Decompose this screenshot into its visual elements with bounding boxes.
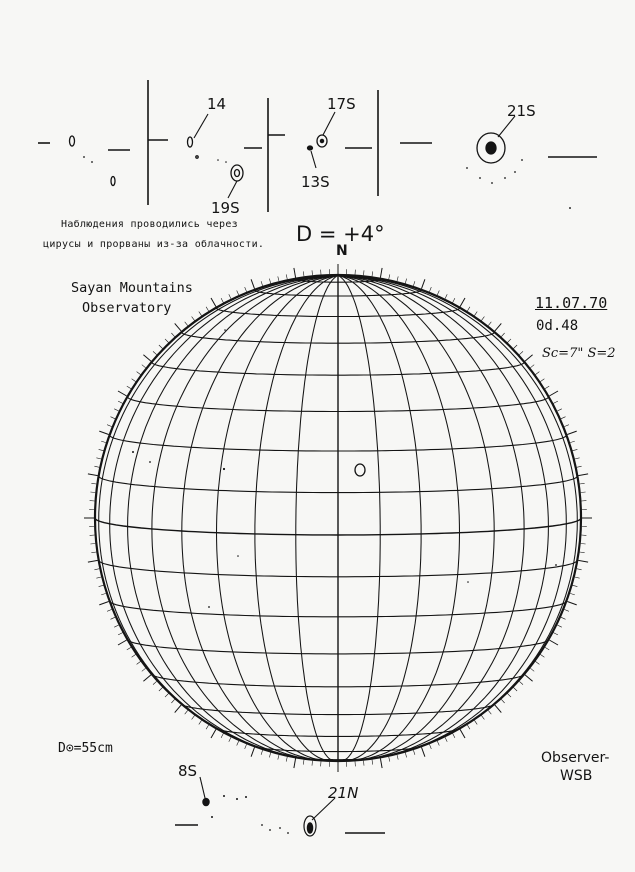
limb-tick [540, 379, 544, 382]
limb-tick [474, 312, 477, 316]
limb-tick [142, 365, 146, 368]
limb-tick [269, 279, 270, 284]
label-group-19s: 19S [211, 199, 240, 217]
observation-time: 0d.48 [536, 318, 579, 334]
limb-tick [573, 585, 578, 586]
limb-tick [514, 688, 518, 692]
observer-line2: WSB [560, 768, 593, 784]
limb-tick [564, 609, 569, 611]
limb-tick [553, 401, 558, 403]
limb-tick [514, 345, 518, 349]
declination-label: D = +4° [296, 222, 385, 246]
limb-tick [519, 681, 523, 684]
limb-tick [575, 458, 580, 459]
limb-tick [445, 737, 447, 742]
limb-tick [114, 625, 119, 627]
limb-tick [549, 640, 558, 645]
limb-tick [303, 760, 304, 765]
limb-tick [88, 474, 98, 476]
limb-tick [561, 417, 566, 419]
longitude-line [217, 276, 339, 761]
limb-tick [294, 758, 296, 768]
limb-tick [312, 761, 313, 766]
limb-tick [192, 715, 195, 719]
limb-tick [118, 401, 123, 403]
limb-tick [575, 577, 580, 578]
limb-tick [535, 661, 539, 664]
limb-tick [171, 699, 174, 703]
observation-date: 11.07.70 [535, 294, 608, 312]
limb-tick [567, 431, 576, 434]
limb-tick [561, 617, 566, 619]
seeing-conditions: Sc=7" S=2 [542, 346, 616, 361]
limb-tick [422, 747, 425, 756]
limb-tick [251, 279, 254, 288]
limb-tick [211, 298, 216, 307]
limb-tick [467, 307, 470, 311]
limb-tick [132, 654, 136, 657]
limb-tick [453, 733, 455, 738]
limb-tick [143, 675, 151, 682]
limb-tick [474, 720, 477, 724]
label-group-8s: 8S [178, 762, 198, 780]
limb-tick [199, 720, 202, 724]
limb-tick [389, 757, 390, 762]
spot-outline [70, 136, 75, 146]
limb-tick [577, 466, 582, 467]
limb-tick [229, 294, 231, 299]
limb-tick [245, 287, 247, 292]
limb-tick [481, 317, 484, 321]
longitude-line [338, 276, 494, 761]
limb-tick [91, 552, 96, 553]
limb-tick [90, 492, 95, 493]
limb-tick [137, 661, 141, 664]
limb-tick [99, 585, 104, 586]
limb-tick [364, 761, 365, 766]
observer-line1: Observer- [541, 750, 610, 766]
limb-tick [294, 268, 296, 278]
limb-tick [137, 372, 141, 375]
limb-tick [175, 705, 182, 713]
limb-tick [495, 705, 502, 713]
limb-tick [397, 755, 398, 760]
limb-tick [495, 323, 502, 331]
observatory-name-line1: Sayan Mountains [71, 280, 193, 296]
longitude-line [338, 276, 421, 761]
limb-tick [153, 681, 157, 684]
limb-tick [545, 647, 549, 650]
longitude-line [99, 276, 338, 744]
top-strip-separators [38, 80, 597, 212]
limb-tick [221, 733, 223, 738]
limb-tick [118, 640, 127, 645]
limb-tick [429, 744, 431, 749]
limb-tick [481, 715, 484, 719]
limb-tick [159, 688, 163, 692]
limb-tick [94, 569, 99, 570]
limb-tick [111, 617, 116, 619]
spot-outline [231, 165, 243, 181]
limb-tick [192, 317, 195, 321]
limb-tick [581, 544, 586, 545]
limb-tick [564, 425, 569, 427]
limb-tick [312, 270, 313, 275]
limb-tick [237, 291, 239, 296]
limb-tick [118, 633, 123, 635]
limb-tick [107, 609, 112, 611]
limb-tick [206, 725, 209, 729]
limb-tick [175, 323, 182, 331]
limb-tick [111, 417, 116, 419]
limb-tick [545, 386, 549, 389]
label-group-21s: 21S [507, 102, 536, 120]
limb-tick [453, 298, 455, 303]
limb-tick [107, 425, 112, 427]
limb-tick [286, 274, 287, 279]
limb-tick [165, 339, 169, 343]
limb-tick [488, 710, 491, 714]
label-group-13s: 13S [301, 173, 330, 191]
limb-tick [530, 668, 534, 671]
limb-tick [553, 633, 558, 635]
limb-tick [99, 602, 108, 605]
observatory-name-line2: Observatory [82, 300, 172, 316]
limb-tick [540, 654, 544, 657]
label-group-17s: 17S [327, 95, 356, 113]
limb-tick [269, 753, 270, 758]
limb-tick [405, 753, 406, 758]
limb-tick [171, 333, 174, 337]
limb-tick [245, 744, 247, 749]
limb-tick [229, 737, 231, 742]
limb-tick [251, 747, 254, 756]
limb-tick [278, 276, 279, 281]
limb-tick [153, 351, 157, 354]
limb-tick [397, 276, 398, 281]
limb-tick [88, 560, 98, 562]
limb-tick [185, 322, 188, 326]
limb-tick [380, 268, 382, 278]
limb-tick [237, 741, 239, 746]
limb-tick [501, 699, 504, 703]
observation-note-line2: цирусы и прорваны из-за облачности. [43, 239, 265, 250]
limb-tick [519, 351, 523, 354]
limb-tick [573, 449, 578, 450]
limb-tick [261, 750, 263, 755]
limb-tick [578, 560, 588, 562]
limb-tick [127, 386, 131, 389]
limb-tick [221, 298, 223, 303]
observation-note-line1: Наблюдения проводились через [61, 219, 238, 230]
limb-tick [422, 279, 425, 288]
limb-tick [508, 694, 512, 698]
limb-tick [549, 391, 558, 396]
limb-tick [460, 298, 465, 307]
top-strip-spots [70, 133, 571, 209]
limb-tick [525, 675, 533, 682]
limb-tick [364, 270, 365, 275]
limb-tick [114, 409, 119, 411]
limb-tick [570, 441, 575, 443]
limb-tick [578, 474, 588, 476]
limb-tick [127, 647, 131, 650]
limb-tick [570, 593, 575, 595]
limb-tick [535, 372, 539, 375]
heliographic-grid [95, 275, 581, 761]
limb-tick [429, 287, 431, 292]
limb-tick [488, 322, 491, 326]
limb-tick [199, 312, 202, 316]
limb-tick [261, 281, 263, 286]
limb-tick [557, 409, 562, 411]
limb-tick [211, 729, 216, 738]
limb-tick [580, 552, 585, 553]
limb-tick [132, 379, 136, 382]
label-leaders [194, 112, 515, 820]
longitude-line [182, 276, 338, 761]
limb-tick [90, 544, 95, 545]
limb-tick [508, 339, 512, 343]
limb-tick [286, 757, 287, 762]
limb-tick [525, 355, 533, 362]
limb-tick [142, 668, 146, 671]
limb-tick [372, 271, 373, 276]
limb-tick [557, 625, 562, 627]
limb-tick [96, 458, 101, 459]
limb-tick [445, 294, 447, 299]
limb-tick [380, 758, 382, 768]
limb-tick [165, 694, 169, 698]
limb-tick [405, 279, 406, 284]
longitude-line [338, 276, 380, 761]
disk-spot-D [355, 464, 365, 476]
limb-tick [581, 492, 586, 493]
limb-tick [437, 741, 439, 746]
limb-tick [159, 345, 163, 349]
longitude-line [296, 276, 338, 761]
longitude-line [338, 276, 460, 761]
limb-tick [101, 441, 106, 443]
label-group-14: 14 [207, 95, 227, 113]
limb-tick [99, 449, 104, 450]
limb-tick [101, 593, 106, 595]
limb-tick [372, 760, 373, 765]
limb-tick [501, 333, 504, 337]
north-marker: N [336, 243, 348, 259]
limb-tick [96, 577, 101, 578]
spot-outline [111, 177, 115, 186]
limb-tick [460, 729, 465, 738]
aperture-label: D⊙=55cm [58, 741, 113, 756]
longitude-line [255, 276, 338, 761]
limb-tick [577, 569, 582, 570]
limb-tick [94, 466, 99, 467]
limb-tick [580, 483, 585, 484]
limb-tick [389, 274, 390, 279]
limb-tick [99, 431, 108, 434]
label-group-21n: 21N [328, 784, 359, 802]
limb-tick [185, 710, 188, 714]
spot-outline [188, 137, 193, 147]
limb-tick [437, 291, 439, 296]
limb-tick [143, 355, 151, 362]
limb-tick [467, 725, 470, 729]
limb-tick [278, 755, 279, 760]
limb-tick [567, 602, 576, 605]
limb-tick [118, 391, 127, 396]
limb-tick [206, 307, 209, 311]
limb-tick [413, 281, 415, 286]
limb-tick [91, 483, 96, 484]
limb-tick [303, 271, 304, 276]
limb-tick [413, 750, 415, 755]
limb-tick [530, 365, 534, 368]
